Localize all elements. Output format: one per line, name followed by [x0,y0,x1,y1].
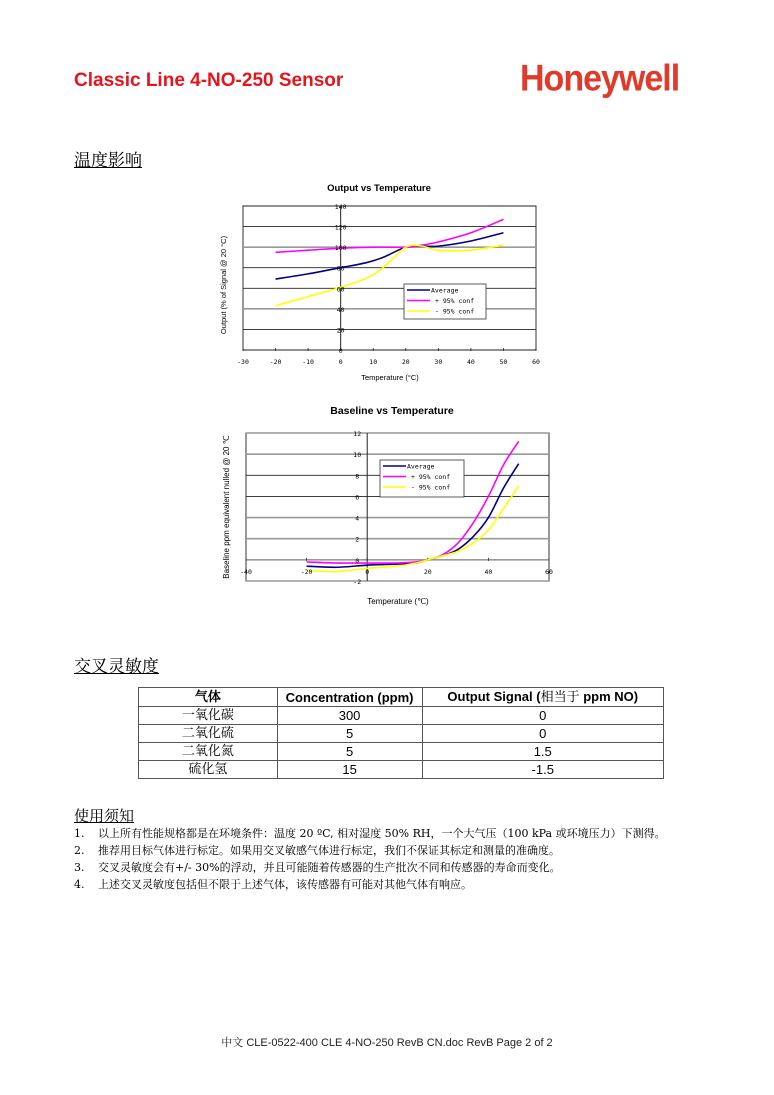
chart1-y-tick-label: 100 [334,244,347,253]
note-item: 1. 以上所有性能规格都是在环境条件：温度 20 ºC, 相对湿度 50% RH，一个大气压（100 kPa 或环境压力）下测得。 [74,827,666,840]
cross-sensitivity-table [138,687,664,779]
gas-cell: 一氧化碳 [139,707,278,725]
chart1-y-tick-label: 140 [334,203,347,211]
table-header-row [139,688,664,707]
chart2-y-tick-label: 4 [355,514,360,523]
output-cell: 0 [422,707,664,725]
page-footer: 中文 CLE-0522-400 CLE 4-NO-250 RevB CN.doc RevB Page 2 of 2 [221,1037,553,1049]
concentration-cell: 5 [277,743,422,761]
gas-cell: 二氧化硫 [139,725,278,743]
output-vs-temperature-chart [219,183,540,382]
chart1-legend-label: Average [431,286,459,295]
chart2-x-tick-label: 20 [423,568,432,576]
section-heading-notes: 使用须知 [74,807,135,825]
document-title: Classic Line 4-NO-250 Sensor [74,70,344,91]
chart1-x-tick-label: 30 [434,358,443,366]
chart1-x-tick-label: 10 [369,358,378,366]
chart1-legend-label: + 95% conf [435,297,475,305]
concentration-cell: 15 [277,761,422,779]
chart2-x-tick-label: -20 [300,568,313,576]
chart1-x-tick-label: -20 [269,358,282,366]
chart2-y-tick-label: -2 [353,578,362,586]
chart2-y-tick-label: 2 [355,535,360,544]
chart1-legend [404,284,486,319]
concentration-cell: 5 [277,725,422,743]
chart1-x-tick-label: -30 [237,358,249,366]
chart2-x-tick-label: 0 [365,568,370,576]
chart2-y-tick-label: 6 [355,493,360,502]
concentration-cell: 300 [277,707,422,725]
chart2-legend-label: Average [407,462,435,471]
chart1-y-axis-label: Output (% of Signal @ 20 °C) [219,235,228,335]
chart2-y-tick-label: 12 [353,430,362,438]
chart2-plot-frame [246,433,549,581]
section-heading-temperature: 温度影响 [74,151,142,171]
gas-cell: 硫化氢 [139,761,278,779]
chart2-legend-label: - 95% conf [411,483,451,492]
chart1-y-tick-label: 20 [336,326,345,335]
chart2-x-tick-label: 60 [545,568,553,576]
chart1-x-tick-label: 40 [466,358,475,366]
chart2-y-tick-label: 8 [355,472,360,481]
baseline-vs-temperature-chart [222,405,553,606]
note-item: 4. 上述交叉灵敏度包括但不限于上述气体，该传感器有可能对其他气体有响应。 [74,878,472,891]
header-concentration: Concentration (ppm) [277,688,422,707]
notes-list [74,825,666,893]
chart2-legend [380,460,464,497]
table-row [139,761,664,779]
output-cell: 1.5 [422,743,664,761]
chart1-x-tick-label: 20 [401,358,410,366]
chart1-x-tick-label: -10 [302,358,314,366]
chart1-x-axis-label: Temperature (°C) [361,373,419,382]
chart2-y-axis-label: Baseline ppm equivalent nulled @ 20 ℃ [222,435,231,579]
section-heading-cross-sensitivity: 交叉灵敏度 [74,657,159,677]
chart2-title: Baseline vs Temperature [330,405,454,417]
chart1-x-tick-label: 0 [338,358,343,366]
table-row [139,743,664,761]
chart2-x-axis-label: Temperature (℃) [367,597,429,606]
output-cell: -1.5 [422,761,664,779]
chart1-title: Output vs Temperature [327,183,431,194]
chart1-y-tick-label: 120 [334,223,347,232]
honeywell-logo: Honeywell [520,58,680,100]
table-row [139,707,664,725]
chart1-y-tick-label: 40 [336,305,345,314]
chart1-x-tick-label: 50 [499,358,508,366]
chart2-y-tick-label: 0 [355,556,360,565]
chart2-legend-label: + 95% conf [411,473,451,481]
header-gas: 气体 [139,688,278,707]
chart1-legend-label: - 95% conf [435,307,475,316]
note-item: 3. 交叉灵敏度会有+/- 30%的浮动，并且可能随着传感器的生产批次不同和传感器的寿命而变化。 [74,861,561,874]
chart1-y-tick-label: 80 [336,264,345,273]
chart1-x-tick-label: 60 [532,358,540,366]
output-cell: 0 [422,725,664,743]
note-item: 2. 推荐用目标气体进行标定。如果用交叉敏感气体进行标定，我们不保证其标定和测量的准确度。 [74,844,560,857]
table-row [139,725,664,743]
chart2-x-tick-label: -40 [240,568,252,576]
gas-cell: 二氧化氮 [139,743,278,761]
chart2-x-tick-label: 40 [484,568,493,576]
chart1-y-tick-label: 0 [338,347,343,355]
header-output-signal: Output Signal (相当于 ppm NO) [422,688,664,707]
chart2-y-tick-label: 10 [353,451,362,460]
chart1-y-tick-label: 60 [336,285,345,294]
